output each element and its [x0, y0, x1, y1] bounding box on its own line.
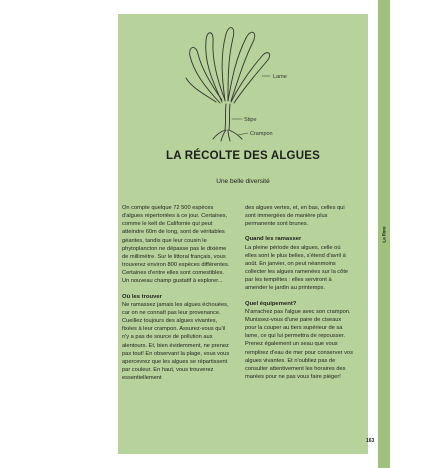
section-text-equipment: N'arrachez pas l'algue avec son crampon. Munissez-vous d'une paire de ciseaux pour la couper au tiers supérieur de sa lame, ce qui lui permettra de repousser. Prenez également un seau que vous remplirez d'eau de mer pour conserver vos algues vivantes. Et n'oubliez pas de consulter attentivement les horaires des marées pour ne pas vous faire piéger!: [245, 308, 353, 380]
page-number: 163: [366, 438, 375, 444]
section-side-label: La flore: [381, 226, 387, 243]
section-heading-when: Quand les ramasser: [245, 236, 302, 243]
illustration-label-lame: Lame: [273, 74, 287, 80]
left-column: [122, 204, 230, 389]
page-title: LA RÉCOLTE DES ALGUES: [166, 150, 320, 162]
continuation-paragraph: des algues vertes, et, en bas, celles qui sont immergées de manière plus permanente sont brunes.: [245, 205, 345, 228]
illustration-label-crampon: Crampon: [250, 131, 273, 137]
section-text-where: Ne ramassez jamais les algues échouées, car on ne connaît pas leur provenance. Cueillez toujours des algues vivantes, fixées à leur crampon. Assurez-vous qu'il n'y a pas de source de pollution aux alentours. Et, bien évidemment, ne prenez pas tout! En observant la plage, vous vous apercevrez que les algues se répartissent par couleur. En haut, vous trouverez essentiellement: [122, 301, 230, 382]
illustration-label-stipe: Stipe: [244, 117, 257, 123]
seaweed-illustration: [176, 18, 306, 143]
section-heading-where: Où les trouver: [122, 293, 162, 300]
right-column: [245, 204, 353, 388]
section-heading-equipment: Quel équipement?: [245, 300, 297, 307]
section-text-when: La pleine période des algues, celle où elles sont le plus belles, s'étend d'avril à août. En janvier, on peut néanmoins collecter les algues ramenées sur la côte par les tempêtes : elles serviront à amender le jardin au printemps.: [245, 244, 349, 292]
page-subtitle: Une belle diversité: [216, 178, 270, 185]
intro-paragraph: On compte quelque 72 500 espèces d'algues répertoriées à ce jour. Certaines, comme le kelt de Californie qui peut atteindre 60m de long, sont de véritables géantes, tandis que leur cousin le phytoplancton ne dépasse pas le dixième de millimètre. Sur le littoral français, vous trouverez environ 800 espèces différentes. Certaines d'entre elles sont comestibles. Un nouveau champ gustatif à explorer...: [122, 205, 230, 285]
